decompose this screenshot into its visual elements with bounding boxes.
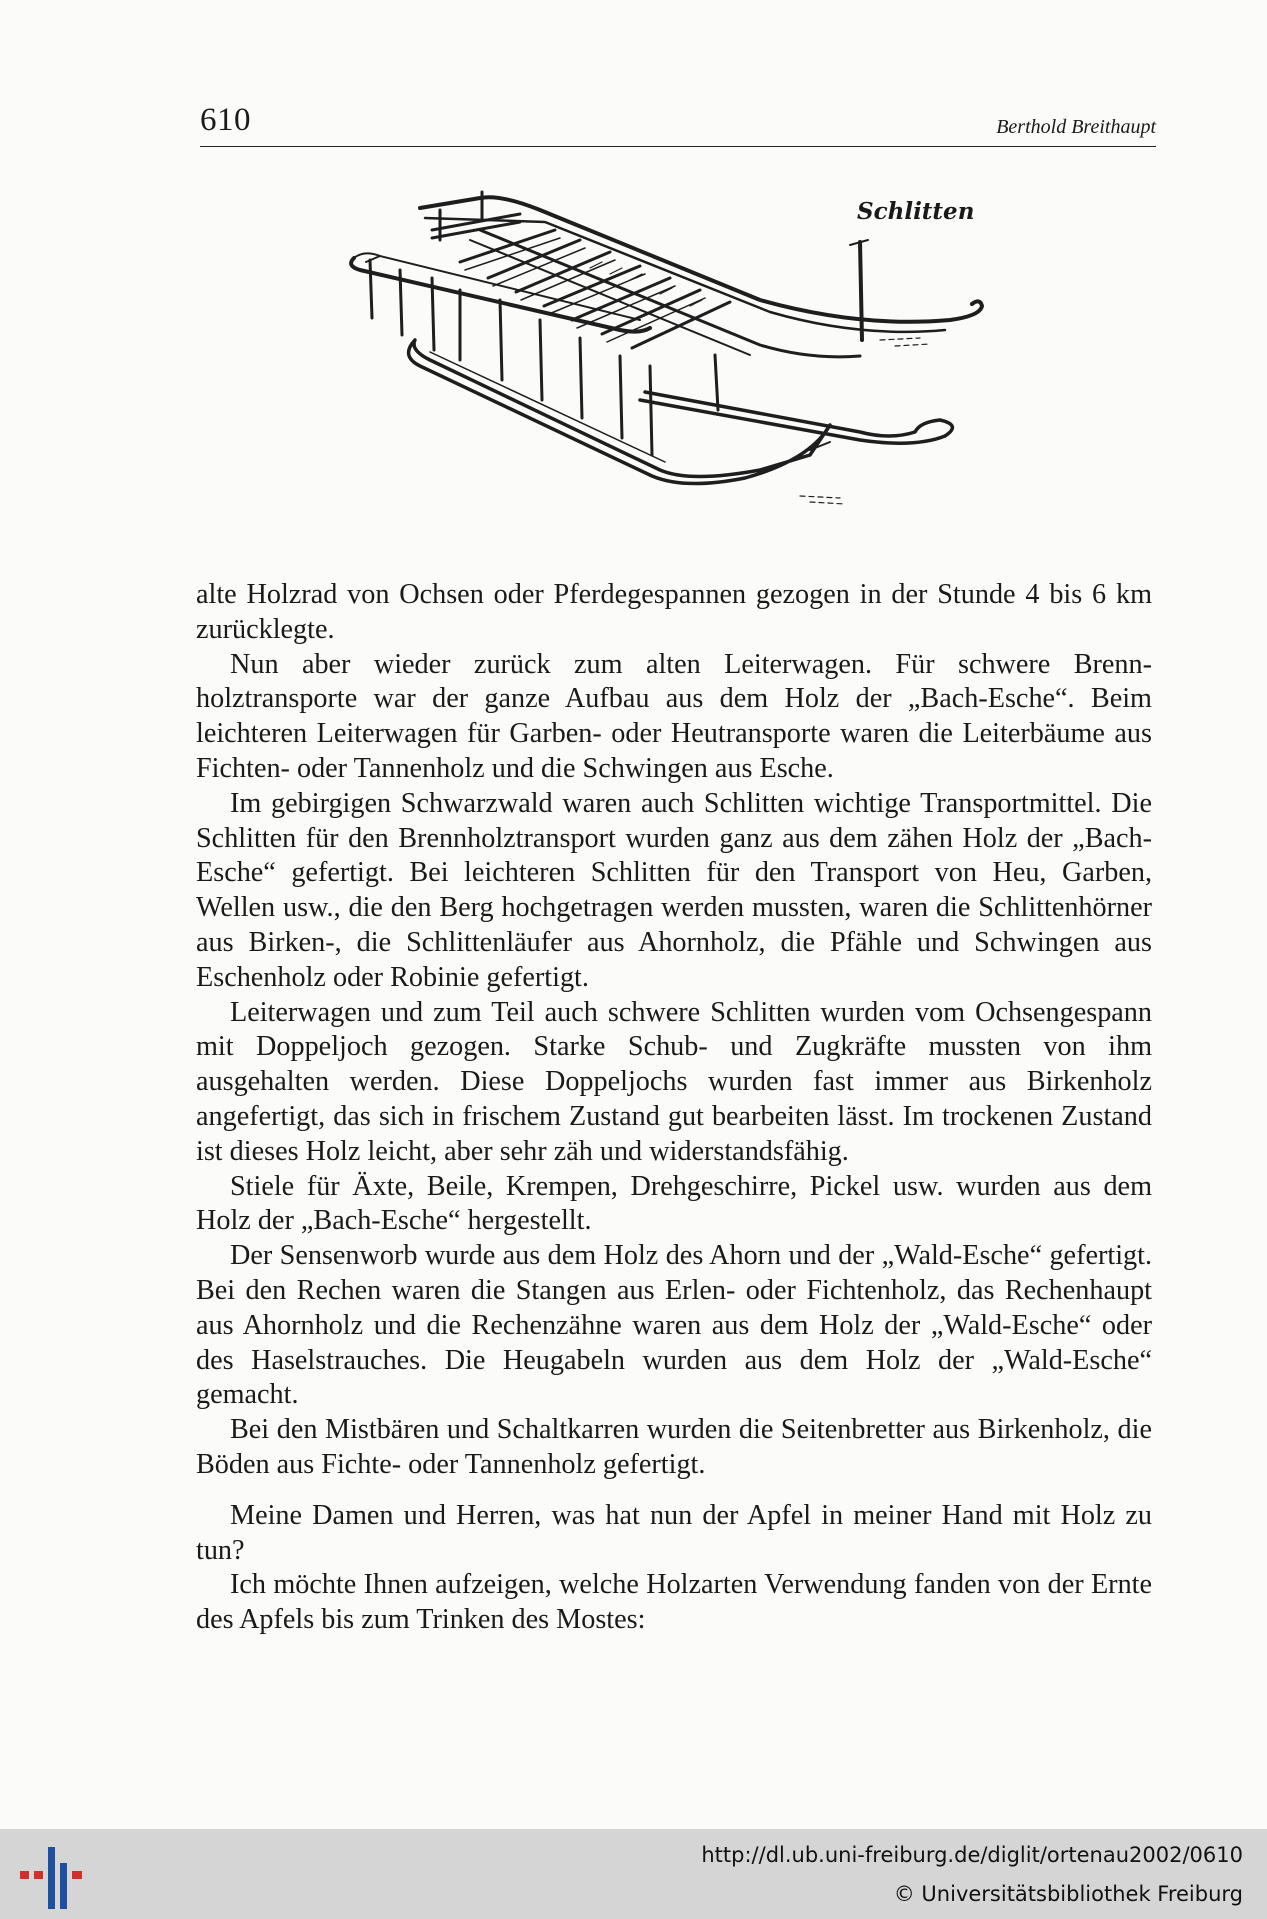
paragraph: Stiele für Äxte, Beile, Krempen, Drehgeschirre, Pickel usw. wurden aus dem Holz der „Bach-Esche“ hergestellt.: [196, 1170, 1152, 1237]
page-header: [200, 96, 1156, 147]
paragraph: Leiterwagen und zum Teil auch schwere Schlitten wurden vom Ochsengespann mit Doppeljoch gezogen. Starke Schub- und Zugkräfte mussten von ihm ausgehalten werden. Diese Doppeljochs wurden fast immer aus Birkenholz angefertigt, das sich in frischem Zustand gut bearbeiten lässt. Im trockenen Zustand ist dieses Holz leicht, aber sehr zäh und widerstandsfähig.: [196, 996, 1152, 1167]
paragraph: Nun aber wieder zurück zum alten Leiterwagen. Für schwere Brennholztransporte war der ganze Aufbau aus dem Holz der „Bach-Esche“. Beim leichteren Leiterwagen für Garben- oder Heutransporte waren die Leiterbäume aus Fichten- oder Tannenholz und die Schwingen aus Esche.: [196, 648, 1152, 784]
library-logo-icon: [20, 1843, 82, 1909]
running-head: Berthold Breithaupt: [996, 116, 1156, 138]
sled-drawing: [340, 170, 1100, 540]
paragraph: Meine Damen und Herren, was hat nun der Apfel in meiner Hand mit Holz zu tun?: [196, 1499, 1152, 1566]
paragraph: Bei den Mistbären und Schaltkarren wurden die Seitenbretter aus Birkenholz, die Böden aus Fichte- oder Tannenholz gefertigt.: [196, 1414, 1152, 1480]
figure-caption: Schlitten: [857, 198, 975, 225]
body-text: [196, 578, 1152, 1638]
library-footer: [0, 1829, 1267, 1919]
paragraph: alte Holzrad von Ochsen oder Pferdegespannen gezogen in der Stunde 4 bis 6 km zurücklegte.: [196, 579, 1152, 645]
paragraph: Im gebirgigen Schwarzwald waren auch Schlitten wichtige Transportmittel. Die Schlitten für den Brennholztransport wurden ganz aus dem zähen Holz der „Bach-Esche“ gefertigt. Bei leichteren Schlitten für den Transport von Heu, Garben, Wellen usw., die den Berg hochgetragen werden mussten, waren die Schlittenhörner aus Birken-, die Schlittenläufer aus Ahornholz, die Pfähle und Schwingen aus Eschenholz oder Robinie gefertigt.: [196, 787, 1152, 993]
copyright-text: © Universitätsbibliothek Freiburg: [893, 1882, 1243, 1906]
sled-illustration: [340, 170, 1100, 540]
permalink-link[interactable]: http://dl.ub.uni-freiburg.de/diglit/ortenau2002/0610: [701, 1843, 1243, 1867]
page-number: 610: [200, 102, 251, 138]
paragraph: Der Sensenworb wurde aus dem Holz des Ahorn und der „Wald-Esche“ gefertigt. Bei den Rechen waren die Stangen aus Erlen- oder Fichtenholz, das Rechenhaupt aus Ahornholz und die Rechenzähne waren aus dem Holz der „Wald-Esche“ oder des Haselstrauches. Die Heugabeln wurden aus dem Holz der „Wald-Esche“ gemacht.: [196, 1240, 1152, 1411]
paragraph: Ich möchte Ihnen aufzeigen, welche Holzarten Verwendung fanden von der Ernte des Apfels bis zum Trinken des Mostes:: [196, 1569, 1152, 1636]
